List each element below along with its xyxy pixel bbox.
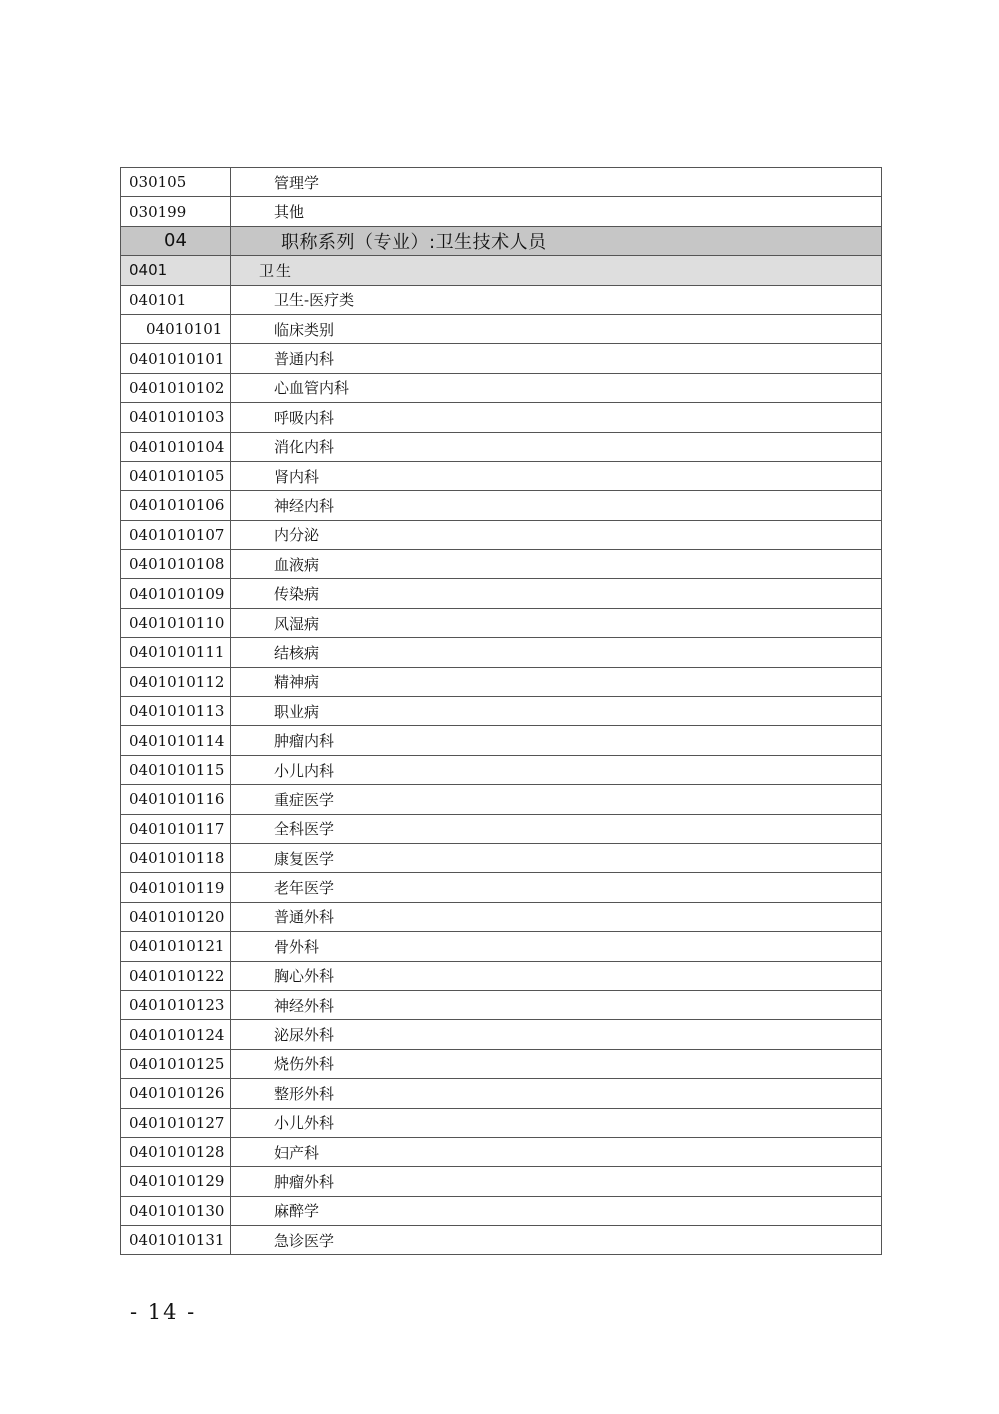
name-cell: 重症医学 [231, 785, 882, 814]
code-cell: 040101 [121, 285, 231, 314]
name-cell: 内分泌 [231, 520, 882, 549]
table-row [121, 579, 882, 608]
code-cell: 0401010112 [121, 667, 231, 696]
code-cell: 0401010122 [121, 961, 231, 990]
name-cell: 神经内科 [231, 491, 882, 520]
code-cell: 0401010119 [121, 873, 231, 902]
code-cell: 0401010114 [121, 726, 231, 755]
name-cell: 卫生-医疗类 [231, 285, 882, 314]
table-row [121, 1226, 882, 1255]
series-header-row [121, 226, 882, 255]
table-body [121, 168, 882, 1255]
table-row [121, 990, 882, 1019]
name-cell: 结核病 [231, 638, 882, 667]
code-cell: 0401010125 [121, 1049, 231, 1078]
name-cell: 神经外科 [231, 990, 882, 1019]
name-cell: 小儿外科 [231, 1108, 882, 1137]
code-cell: 0401010121 [121, 932, 231, 961]
category-header-row [121, 256, 882, 285]
name-cell: 妇产科 [231, 1137, 882, 1166]
code-cell: 030199 [121, 197, 231, 226]
code-cell: 0401010110 [121, 608, 231, 637]
code-cell: 0401010113 [121, 697, 231, 726]
name-cell: 临床类别 [231, 314, 882, 343]
name-cell: 普通内科 [231, 344, 882, 373]
table-row [121, 491, 882, 520]
name-cell: 肿瘤内科 [231, 726, 882, 755]
table-row [121, 344, 882, 373]
name-cell: 职称系列（专业）:卫生技术人员 [231, 226, 882, 255]
name-cell: 消化内科 [231, 432, 882, 461]
name-cell: 普通外科 [231, 902, 882, 931]
code-cell: 0401010124 [121, 1020, 231, 1049]
name-cell: 康复医学 [231, 843, 882, 872]
code-cell: 0401010128 [121, 1137, 231, 1166]
table-row [121, 814, 882, 843]
table-row [121, 638, 882, 667]
table-row [121, 1108, 882, 1137]
name-cell: 急诊医学 [231, 1226, 882, 1255]
code-cell: 0401010127 [121, 1108, 231, 1137]
code-cell: 0401010106 [121, 491, 231, 520]
code-cell: 0401010107 [121, 520, 231, 549]
name-cell: 整形外科 [231, 1079, 882, 1108]
table-row [121, 1167, 882, 1196]
table-row [121, 314, 882, 343]
name-cell: 老年医学 [231, 873, 882, 902]
table-row [121, 961, 882, 990]
table-row [121, 932, 882, 961]
name-cell: 骨外科 [231, 932, 882, 961]
code-cell: 0401 [121, 256, 231, 285]
code-cell: 0401010117 [121, 814, 231, 843]
table-row [121, 432, 882, 461]
name-cell: 泌尿外科 [231, 1020, 882, 1049]
code-table [120, 167, 882, 1255]
table-row [121, 550, 882, 579]
name-cell: 血液病 [231, 550, 882, 579]
table-row [121, 726, 882, 755]
table-row [121, 667, 882, 696]
code-cell: 0401010130 [121, 1196, 231, 1225]
table-row [121, 373, 882, 402]
name-cell: 烧伤外科 [231, 1049, 882, 1078]
table-row [121, 785, 882, 814]
name-cell: 职业病 [231, 697, 882, 726]
name-cell: 管理学 [231, 168, 882, 197]
code-cell: 0401010120 [121, 902, 231, 931]
code-cell: 0401010118 [121, 843, 231, 872]
table-row [121, 461, 882, 490]
name-cell: 卫生 [231, 256, 882, 285]
table-row [121, 1079, 882, 1108]
name-cell: 麻醉学 [231, 1196, 882, 1225]
code-cell: 0401010101 [121, 344, 231, 373]
page-number: - 14 - [130, 1300, 197, 1324]
name-cell: 全科医学 [231, 814, 882, 843]
name-cell: 小儿内科 [231, 755, 882, 784]
code-cell: 0401010126 [121, 1079, 231, 1108]
table-row [121, 843, 882, 872]
name-cell: 传染病 [231, 579, 882, 608]
code-cell: 04 [121, 226, 231, 255]
table-row [121, 1137, 882, 1166]
table-row [121, 403, 882, 432]
code-cell: 0401010103 [121, 403, 231, 432]
table-row [121, 520, 882, 549]
table-row [121, 1049, 882, 1078]
code-cell: 030105 [121, 168, 231, 197]
code-cell: 0401010105 [121, 461, 231, 490]
code-cell: 0401010123 [121, 990, 231, 1019]
table-row [121, 1196, 882, 1225]
code-cell: 0401010115 [121, 755, 231, 784]
table-row [121, 873, 882, 902]
name-cell: 肾内科 [231, 461, 882, 490]
name-cell: 其他 [231, 197, 882, 226]
name-cell: 呼吸内科 [231, 403, 882, 432]
table-row [121, 285, 882, 314]
code-cell: 04010101 [121, 314, 231, 343]
table-row [121, 902, 882, 931]
code-cell: 0401010108 [121, 550, 231, 579]
name-cell: 心血管内科 [231, 373, 882, 402]
table-row [121, 608, 882, 637]
table-row [121, 197, 882, 226]
name-cell: 肿瘤外科 [231, 1167, 882, 1196]
code-cell: 0401010102 [121, 373, 231, 402]
code-cell: 0401010104 [121, 432, 231, 461]
code-cell: 0401010116 [121, 785, 231, 814]
name-cell: 精神病 [231, 667, 882, 696]
table-row [121, 755, 882, 784]
name-cell: 风湿病 [231, 608, 882, 637]
code-cell: 0401010131 [121, 1226, 231, 1255]
code-cell: 0401010109 [121, 579, 231, 608]
table-row [121, 168, 882, 197]
code-cell: 0401010129 [121, 1167, 231, 1196]
table-row [121, 697, 882, 726]
table-row [121, 1020, 882, 1049]
name-cell: 胸心外科 [231, 961, 882, 990]
code-cell: 0401010111 [121, 638, 231, 667]
